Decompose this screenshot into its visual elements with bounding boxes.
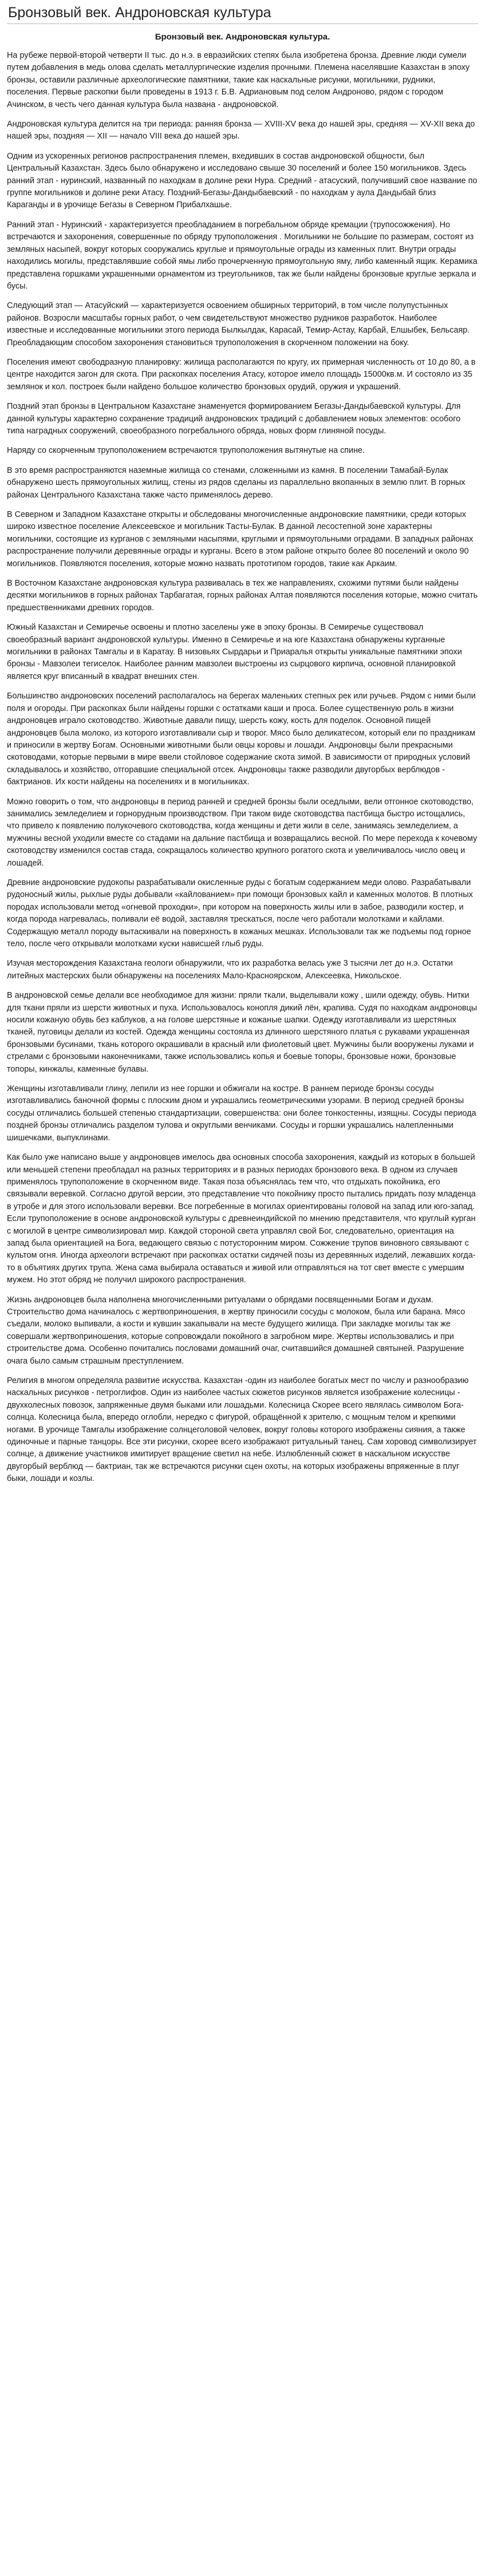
paragraph: В Северном и Западном Казахстане открыты и обследованы многочисленные андроновские памятники, среди которых широко известное поселение Алексеевское и могильник Тасты-Булак. В данной лесостепной зоне характерны могильники, состоящие из курганов с земляными насыпями, круглыми и прямоугольными оградами. В западных районах распространение получили деревянные ограды и курганы. Всего в этом районе открыто более 80 поселений и около 90 могильников. Появляются поселения, которые можно назвать прототипом городов, такие как Аркаим. <box>7 510 474 568</box>
article <box>7 32 478 1485</box>
paragraph: Поздний этап бронзы в Центральном Казахстане знаменуется формированием Бегазы-Дандыбаевской культуры. Для данной культуры характерно сохранение традиций андроновских традиций с добавлением новых элементов: особого типа наградных сооружений, своеобразного погребального обряда, новых форм глиняной посуды. <box>7 402 461 436</box>
paragraph: Южный Казахстан и Семиречье освоены и плотно заселены уже в эпоху бронзы. В Семиречье существовал своеобразный вариант андроновской культуры. Именно в Семиречье и на юге Казахстана обнаружены курганные могильники в районах Тамгалы и в Каратау. В низовьях Сырдарьи и Приаралья открыты уникальные памятники эпохи бронзы - Мавзолеи тегиселок. Наиболее ранним мавзолеи выстроены из сырцового кирпича, основной планировкой является круг вписанный в квадрат внешних стен. <box>7 623 462 681</box>
paragraph: Большинство андроновских поселений располагалось на берегах маленьких степных рек или ручьев. Рядом с ними были поля и огороды. При раскопках были найдены горшки с остатками каши и проса. Более существенную роль в жизни андроновцев играло скотоводство. Животные давали пищу, шерсть кожу, кость для поделок. Основной пищей андроновцев была молоко, из которого изготавливали сыр и творог. Мясо было деликатесом, который ели по праздникам и приносили в жертву Богам. Основными животными были овцы коровы и лошади. Андроновцы были прекрасными скотоводами, которые первыми в мире ввели стойловое содержание скота зимой. В зависимости от природных условий складывалось и хозяйство, отгоравшие специальной отсек. Андроновцы также разводили двугорбых верблюдов - бактрианов. Их кости найдены на поселениях и в могильниках. <box>7 692 476 787</box>
paragraph: Следующий этап — Атасуйский — характеризуется освоением обширных территорий, в том числе полупустынных районов. Возросли масштабы горных работ, о чем свидетельствуют множество рудников разработок. Наиболее известные и исследованные могильники этого периода Былкылдак, Карасай, Темир-Астау, Карбай, Елшыбек, Бельсаяр. Преобладающим способом захоронения становиться трупоположения в скорченном положении на боку. <box>7 301 470 347</box>
paragraph: Поселения имеют свободразную планировку: жилища располагаются по кругу, их примерная численность от 10 до 80, а в центре находится загон для скота. При раскопках поселения Атасу, которое имело площадь 15000кв.м. И состояло из 35 землянок и кол. построек были найдено большое количество бронзовых орудий, оружия и украшений. <box>7 357 476 392</box>
paragraph: Жизнь андроновцев была наполнена многочисленными ритуалами о обрядами посвященными Богам и духам. Строительство дома начиналось с жертвоприношения, в жертву приносили сосуды с молоком, была или барана. Мясо съедали, молоко выпивали, а кости и кувшин закапывали на месте будущего жилища. При закладке могилы так же совершали жертвоприношения, которые сопровождали покойного в загробном мире. Жертвы использовались и при строительстве дома. Особенно почитались пословами домашний очаг, считавшийся домашней святыней. Разрушение очага было самым страшным преступлением. <box>7 1295 466 1366</box>
paragraph: Андроновская культура делится на три периода: ранняя бронза — XVIII-XV века до нашей эры, средняя — XV-XII века до нашей эры, поздняя — XII — начало VIII века до нашей эры. <box>7 120 475 141</box>
paragraph: Ранний этап - Нуринский - характеризуется преобладанием в погребальном обряде кремации (трупосожжения). Но встречаются и захоронения, совершенные по обряду трупоположения . Могильники не большие по размерам, состоят из земляных насыпей, вокруг которых сооружались круглые и прямоугольные ограды из каменных плит. Внутри ограды находились могилы, представлявшие собой ямы либо прочерченную прямоугольную яму, либо каменный ящик. Керамика представлена горшками украшенными орнаментом из треугольников, так же были найдены бронзовые круглые зеркала и бусы. <box>7 220 478 291</box>
paragraph: В Восточном Казахстане андроновская культура развивалась в тех же направлениях, схожими путями были найдены десятки могильников в горных районах Тарбагатая, горных районах Алтая появляются поселения которые, можно считать предшественниками древних городов. <box>7 579 478 613</box>
paragraph: В это время распространяются наземные жилища со стенами, сложенными из камня. В поселении Тамабай-Булак обнаружено шесть прямоугольных жилищ, стены из рядов сделаны из параллельно вкопанных в землю плит. В горных районах Центрального Казахстана также часто применялось дерево. <box>7 465 466 500</box>
paragraph: Женщины изготавливали глину, лепили из нее горшки и обжигали на костре. В раннем периоде бронзы сосуды изготавливались баночной формы с плоским дном и украшались геометрическими узорами. В период средней бронзы сосуды отличались большей степенью стандартизации, совершенства: они более тонкостенны, изящны. Сосуды периода поздней бронзы отличались разделом тулова и округлыми венчиками. Сосуды и горшки украшались налепленными шишечками, выпуклинами. <box>7 1084 476 1143</box>
paragraph: На рубеже первой-второй четверти II тыс. до н.э. в евразийских степях была изобретена бронза. Древние люди сумели путем добавления в медь олова сделать металлургические изделия прочными. Племена населявшие Казахстан в эпоху бронзы, оставили различные археологические памятники, такие как наскальные рисунки, могильники, рудники, поселения. Первые раскопки были проведены в 1913 г. Б.В. Адриановым под селом Андроново, рядом с городом Ачинском, в честь чего данная культура была названа - андроновской. <box>7 51 470 109</box>
title-divider <box>7 23 478 24</box>
paragraph: Одним из ускоренных регионов распространения племен, вхедивших в состав андроновской общности, был Центральный Казахстан. Здесь было обнаружено и исследовано свыше 30 поселений и более 150 могильников. Здесь ранний этап - нуринский, названный по находкам в долине реки Нура. Средний - атасуский, получивший свое название по группе могильников и долине реки Атасу. Поздний-Бегазы-Дандыбаевский - по находкам у аула Дандыбай близ Караганды и в урочище Бегазы в Северном Прибалхашье. <box>7 151 478 210</box>
paragraph: Религия в многом определяла развитие искусства. Казахстан -один из наиболее богатых мест по числу и разнообразию наскальных рисунков - петроглифов. Один из наиболее частых сюжетов рисунков является изображение колесницы - двухколесных повозок, запряженные двумя быками или лошадьми. Колесница Скорее всего являлась символом Бога-солнца. Колесница была, впередо оглобли, нередко с фигурой, обращённой к зрителю, с мощным телом и крепкими ногами. В урочище Тамгалы изображение солнцеголовой человек, вокруг головы которого изображены сияния, а также одиночные и парные танцоры. Все эти рисунки, скорее всего изображают ритуальный танец. Сам хоровод символизирует солнце, а движение участников имитирует вращение светил на небе. Излюбленный сюжет в наскальном искусстве двугорбый верблюд — бактриан, так же встречаются рисунки сцен охоты, на которых изображены впряженные в плуг быки, лошади и козлы. <box>7 1376 477 1484</box>
paragraph: Наряду со скорченным трупоположением встречаются трупоположения вытянутые на спине. <box>7 446 365 456</box>
paragraph: Изучая месторождения Казахстана геологи обнаружили, что их разработка велась уже 3 тысячи лет до н.э. Остатки литейных мастерских были обнаружены на поселениях Мало-Красноярском, Алексеевка, Никольское. <box>7 959 453 981</box>
page-title: Бронзовый век. Андроновская культура <box>8 5 271 21</box>
paragraph: Как было уже написано выше у андроновцев имелось два основных способа захоронения, каждый из которых в большей или меньшей степени преобладал на разных территориях и в разных периодах бронзового века. В одном из случаев применялось трупоположение в скорченном виде. Такая поза объяснялась тем что, что отдыхать покойника, его связывали веревкой. Согласно другой версии, это представление что покойнику просто пытались придать позу младенца в утробе и для этого использовали веревки. Все погребенные в могилах ориентированы головой на запад или юго-запад. Если трупоположение в основе андроновской культуры с древнеиндийской по мнению представителя, что круглый курган с могилой в центре символизировал мир. Каждой стороной света управлял свой Бог, следовательно, ориентация на запад была ориентацией на Бога, ведающего связью с потусторонним миром. Сожжение трупов виновного связывают с культом огня. Иногда археологи встречают при раскопках остатки сидячей позы из деревянных изделий, лежавших когда-то в объятиях других трупа. Жена сама выбирала оставаться и живой или отправляться на тот свет вместе с умершим мужем. Но этот обряд не получил широкого распространения. <box>7 1153 476 1285</box>
article-heading: Бронзовый век. Андроновская культура. <box>155 32 330 42</box>
paragraph: В андроновской семье делали все необходимое для жизни: пряли ткали, выделывали кожу , шили одежду, обувь. Нитки для ткани пряли из шерсти животных и пуха. Использовалось конопля дикий лён, крапива. Судя по находкам андроновцы носили кожаную обувь без каблуков, а на голове шерстяные и кожаные шапки. Одежду изготавливали из шерстяных тканей, пуговицы делали из костей. Одежда женщины состояла из длинного шерстяного платья с рукавами украшенная бронзовыми бусинами, ткань которого окрашивали в красный или фиолетовый цвет. Мужчины были вооружены луками и стрелами с бронзовыми наконечниками, также использовались копья и боевые топоры, бронзовые ножи, бронзовые топоры, кинжалы, каменные булавы. <box>7 991 478 1074</box>
paragraph: Можно говорить о том, что андроновцы в период ранней и средней бронзы были оседлыми, вели отгонное скотоводство, занимались земледелием и горнорудным производством. При таком виде скотоводства пастбища быстро истощались, что привело к появлению полукочевого скотоводства, когда женщины и дети жили в селе, занимаясь земледелием, а мужчины весной уходили вместе со стадами на дальние пастбища и возвращались весной. По мере перехода к кочевому скотоводству изменился состав стада, сокращалось количество крупного рогатого скота и увеличивалось число овец и лошадей. <box>7 797 478 868</box>
paragraph: Древние андроновские рудокопы разрабатывали окисленные руды с богатым содержанием меди олово. Разрабатывали рудоносный жилы, рыхлые руды добывали «кайлованием» при помощи бронзовых кайл и каменных молотов. В плотных породах использовали метод «огневой проходки», при котором на поверхность жилы или в забое, разводили костер, и когда порода нагревалась, поливали её водой, заставляя трескаться, после чего работали молотками и кайлами. Содержащую металл породу вытаскивали на поверхность в кожаных мешках. Использовали так же подъемы под горное тело, после чего открывали молотками куски нависшей глыб руды. <box>7 878 473 949</box>
article-body <box>7 50 478 1485</box>
